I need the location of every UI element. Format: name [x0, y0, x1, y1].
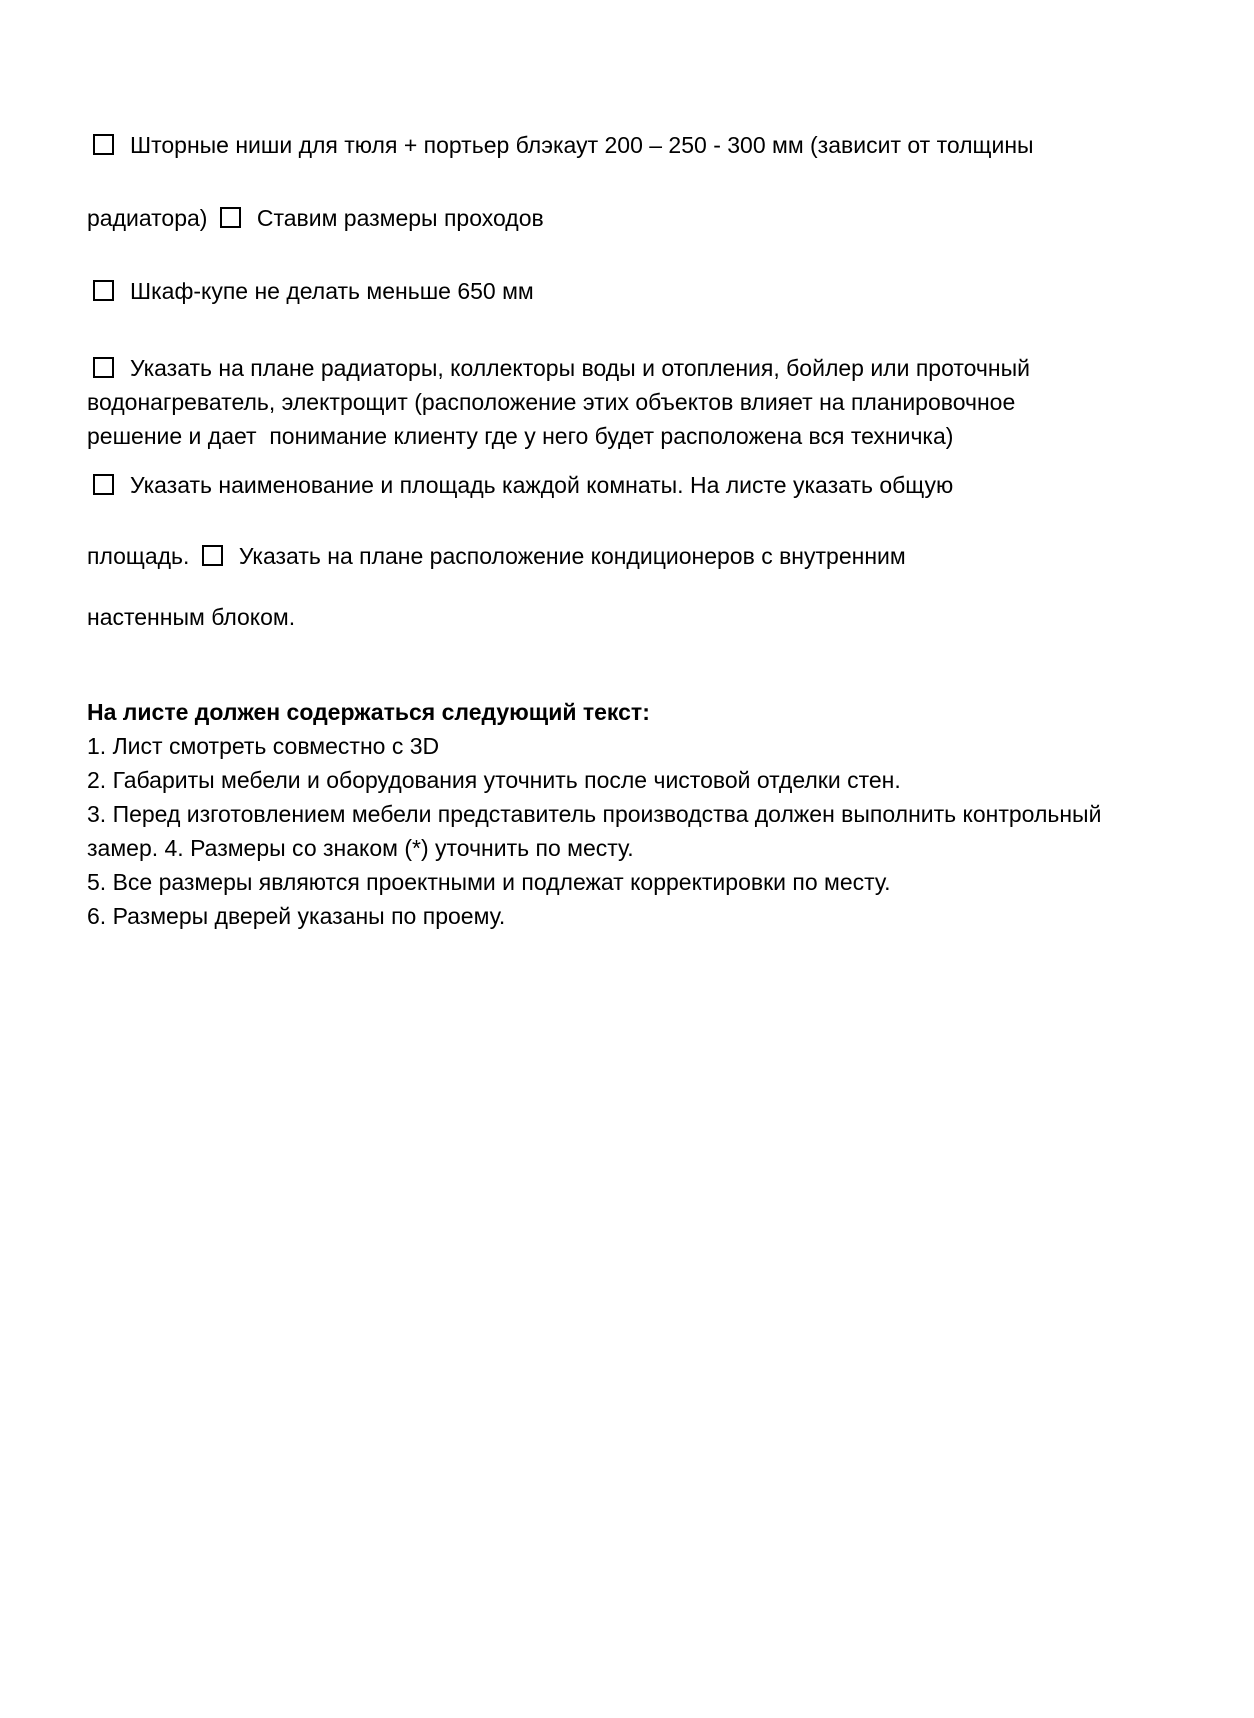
checklist-line: [87, 109, 1194, 182]
note-line-3-cont: замер. 4. Размеры со знаком (*) уточнить по месту.: [87, 835, 634, 861]
note-line-6: 6. Размеры дверей указаны по проему.: [87, 903, 506, 929]
note-line-3: 3. Перед изготовлением мебели представитель производства должен выполнить контрольный: [87, 801, 1102, 827]
checklist-item-wardrobe: [87, 255, 1194, 328]
text-run: водонагреватель, электрощит (расположение этих объектов влияет на планировочное: [87, 389, 1016, 415]
checklist-line: [87, 255, 1194, 328]
checkbox-icon[interactable]: [220, 207, 241, 228]
text-run: площадь.: [87, 543, 196, 569]
document-body: [87, 109, 1194, 933]
note-line-1: 1. Лист смотреть совместно с 3D: [87, 733, 440, 759]
checklist-item-wall-unit: [87, 600, 1194, 634]
checkbox-icon[interactable]: [93, 134, 114, 155]
note-line-2: 2. Габариты мебели и оборудования уточнить после чистовой отделки стен.: [87, 767, 901, 793]
checklist-item-area-conditioners: [87, 539, 1194, 573]
checkbox-icon[interactable]: [93, 357, 114, 378]
checklist-line: [87, 468, 1194, 502]
checkbox-icon[interactable]: [93, 280, 114, 301]
checklist-item-curtain-niches: [87, 109, 1194, 255]
text-run: Указать на плане расположение кондиционеров с внутренним: [238, 543, 906, 569]
checklist-line: [87, 182, 1194, 255]
text-run: настенным блоком.: [87, 604, 296, 630]
notes-list: [87, 729, 1194, 933]
text-run: Шторные ниши для тюля + портьер блэкаут 200 – 250 - 300 мм (зависит от толщины: [130, 132, 1034, 158]
checklist-line: [87, 539, 1194, 573]
notes-heading: На листе должен содержаться следующий текст:: [87, 699, 650, 725]
checklist-line: [87, 600, 1194, 634]
text-run: Ставим размеры проходов: [256, 205, 544, 231]
checklist-line: [87, 419, 1194, 453]
checklist-line: [87, 385, 1194, 419]
text-run: Указать наименование и площадь каждой комнаты. На листе указать общую: [130, 472, 954, 498]
note-line-5: 5. Все размеры являются проектными и подлежат корректировки по месту.: [87, 869, 891, 895]
text-run: Указать на плане радиаторы, коллекторы воды и отопления, бойлер или проточный: [130, 355, 1030, 381]
checklist-line: [87, 351, 1194, 385]
text-run: решение и дает понимание клиенту где у него будет расположена вся техничка): [87, 423, 954, 449]
checkbox-icon[interactable]: [93, 474, 114, 495]
text-run: радиатора): [87, 205, 214, 231]
checklist-item-radiators-on-plan: [87, 351, 1194, 453]
checkbox-icon[interactable]: [202, 545, 223, 566]
checklist-item-room-names-area: [87, 468, 1194, 502]
text-run: Шкаф-купе не делать меньше 650 мм: [130, 278, 534, 304]
